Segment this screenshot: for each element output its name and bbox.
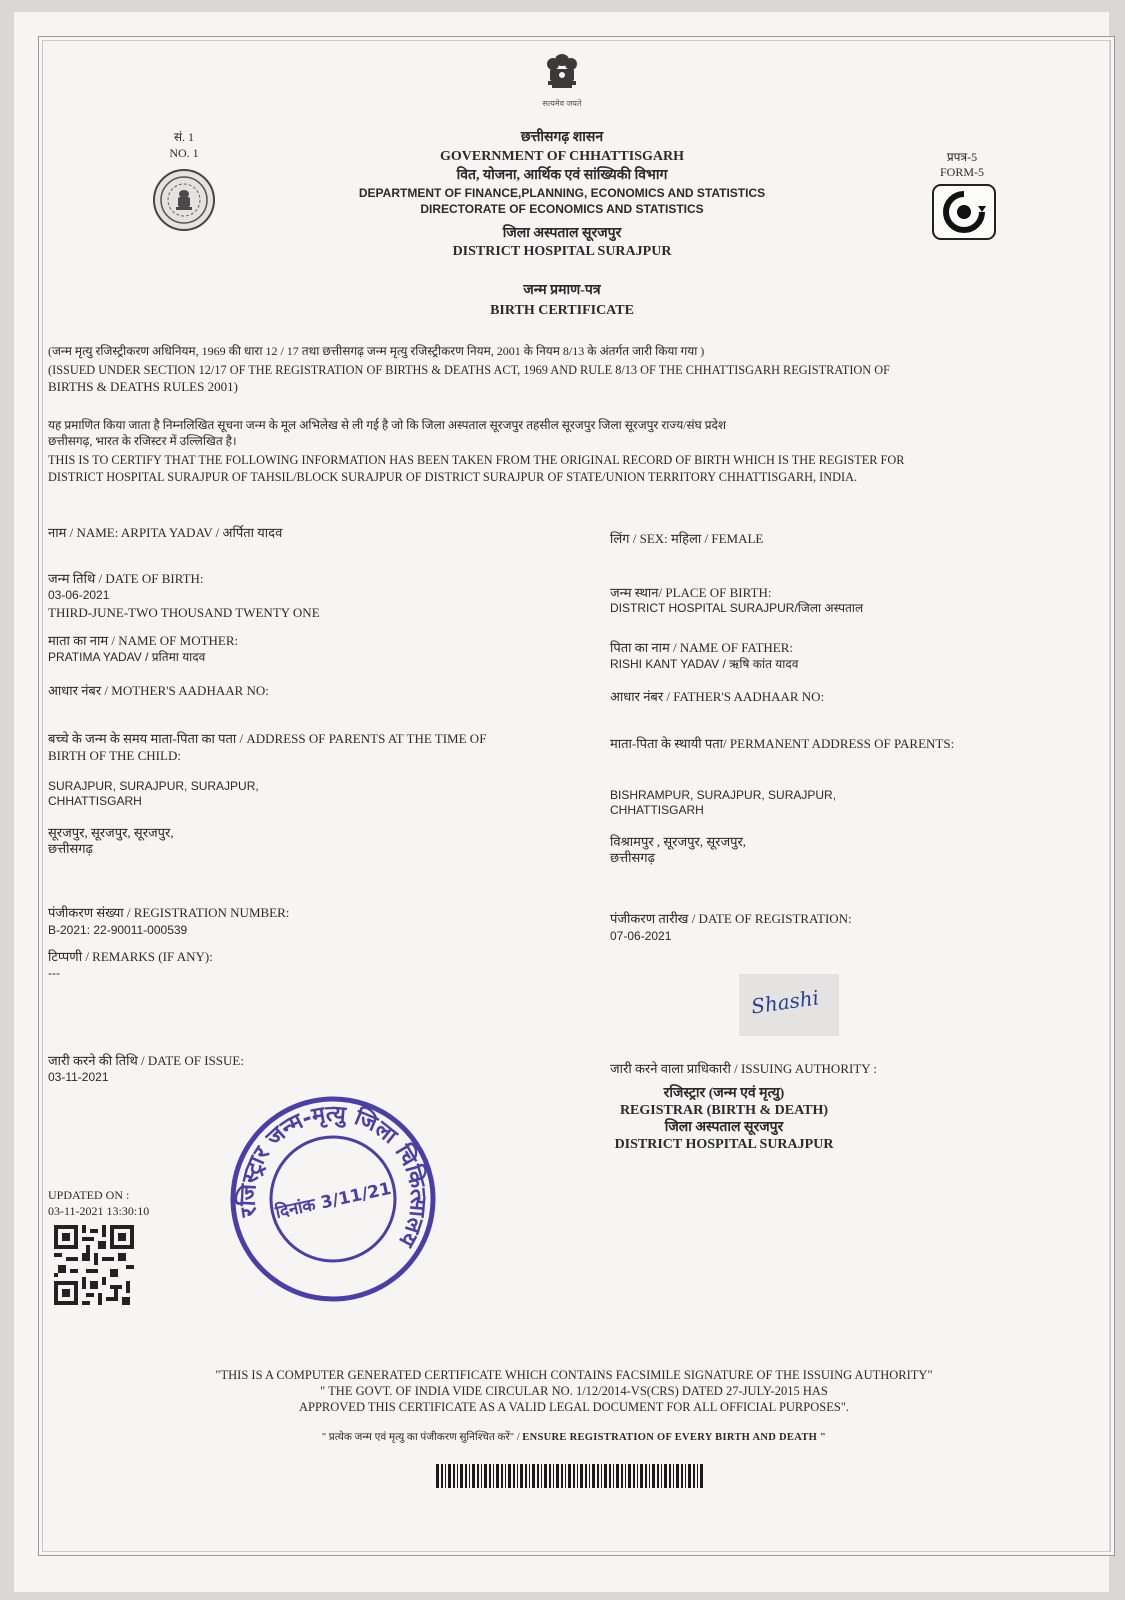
emblem-caption: सत्यमेव जयते: [542, 99, 582, 108]
permanent-address-hi-2: छत्तीसगढ़: [610, 850, 655, 865]
dob-words: THIRD-JUNE-TWO THOUSAND TWENTY ONE: [48, 605, 320, 620]
birth-address-en-2: CHHATTISGARH: [48, 794, 142, 808]
issuing-authority-label: जारी करने वाला प्राधिकारी / ISSUING AUTHORITY :: [610, 1061, 878, 1076]
certificate-title-hindi: जन्म प्रमाण-पत्र: [523, 283, 601, 298]
number-en: NO. 1: [169, 146, 199, 160]
permanent-address-en-2: CHHATTISGARH: [610, 803, 704, 817]
authority-line-4: DISTRICT HOSPITAL SURAJPUR: [614, 1137, 834, 1152]
pob-value: DISTRICT HOSPITAL SURAJPUR/जिला अस्पताल: [610, 601, 864, 615]
father-name-label: पिता का नाम / NAME OF FATHER:: [610, 640, 794, 655]
birth-address-label-1: बच्चे के जन्म के समय माता-पिता का पता / ADDRESS OF PARENTS AT THE TIME OF: [48, 731, 487, 746]
certify-hindi-1: यह प्रमाणित किया जाता है निम्नलिखित सूचना जन्म के मूल अभिलेख से ली गई है जो कि जिला अस्पताल सूरजपुर तहसील सूरजपुर जिला सूरजपुर राज्य/संघ प्रदेश: [48, 418, 727, 432]
updated-label: UPDATED ON :: [48, 1188, 130, 1202]
remarks-value: ---: [48, 966, 60, 980]
qr-code-icon: [54, 1225, 134, 1305]
remarks-label: टिप्पणी / REMARKS (IF ANY):: [48, 949, 213, 964]
mother-name-label: माता का नाम / NAME OF MOTHER:: [48, 633, 239, 648]
footer-line-3: APPROVED THIS CERTIFICATE AS A VALID LEGAL DOCUMENT FOR ALL OFFICIAL PURPOSES".: [298, 1400, 850, 1414]
form-number-en: FORM-5: [939, 165, 984, 179]
child-name: नाम / NAME: ARPITA YADAV / अर्पिता यादव: [48, 525, 283, 540]
certify-en-2: DISTRICT HOSPITAL SURAJPUR OF TAHSIL/BLOCK SURAJPUR OF DISTRICT SURAJPUR OF STATE/UNION TERRITORY CHHATTISGARH, INDIA.: [48, 470, 858, 484]
hospital-en: DISTRICT HOSPITAL SURAJPUR: [452, 244, 672, 259]
dob-label: जन्म तिथि / DATE OF BIRTH:: [48, 571, 204, 586]
father-aadhaar-label: आधार नंबर / FATHER'S AADHAAR NO:: [610, 689, 825, 704]
permanent-address-hi-1: विश्रामपुर , सूरजपुर, सूरजपुर,: [610, 834, 747, 849]
certificate-sheet: [14, 12, 1109, 1592]
stamp-date-text: दिनांक 3/11/21: [273, 1178, 394, 1223]
state-seal-icon: [152, 168, 216, 232]
slogan-en: ENSURE REGISTRATION OF EVERY BIRTH AND DEATH ": [522, 1432, 827, 1443]
crs-logo-icon: [932, 184, 996, 240]
issue-date-label: जारी करने की तिथि / DATE OF ISSUE:: [48, 1053, 244, 1068]
authority-line-2: REGISTRAR (BIRTH & DEATH): [619, 1103, 829, 1118]
certificate-title-en: BIRTH CERTIFICATE: [490, 303, 634, 318]
directorate: DIRECTORATE OF ECONOMICS AND STATISTICS: [420, 202, 704, 216]
updated-value: 03-11-2021 13:30:10: [48, 1204, 150, 1218]
signature-area: [739, 974, 839, 1036]
permanent-address-label: माता-पिता के स्थायी पता/ PERMANENT ADDRESS OF PARENTS:: [610, 736, 955, 751]
issued-under-hindi: (जन्म मृत्यु रजिस्ट्रीकरण अधिनियम, 1969 की धारा 12 / 17 तथा छत्तीसगढ़ जन्म मृत्यु रजिस्ट्रीकरण नियम, 2001 के नियम 8/13 के अंतर्गत जारी किया गया ): [48, 344, 705, 358]
certify-en-1: THIS IS TO CERTIFY THAT THE FOLLOWING INFORMATION HAS BEEN TAKEN FROM THE ORIGINAL RECORD OF BIRTH WHICH IS THE REGISTER FOR: [48, 453, 905, 467]
form-number-hindi: प्रपत्र-5: [946, 150, 978, 164]
registration-number-label: पंजीकरण संख्या / REGISTRATION NUMBER:: [48, 905, 290, 920]
hospital-hindi: जिला अस्पताल सूरजपुर: [502, 226, 622, 241]
government-hindi: छत्तीसगढ़ शासन: [520, 130, 604, 145]
birth-address-hi-1: सूरजपुर, सूरजपुर, सूरजपुर,: [48, 825, 174, 840]
permanent-address-en-1: BISHRAMPUR, SURAJPUR, SURAJPUR,: [610, 788, 837, 802]
certify-hindi-2: छत्तीसगढ़, भारत के रजिस्टर में उल्लिखित है।: [48, 434, 237, 448]
mother-name-value: PRATIMA YADAV / प्रतिमा यादव: [48, 650, 206, 664]
registration-number-value: B-2021: 22-90011-000539: [48, 923, 188, 937]
department-en: DEPARTMENT OF FINANCE,PLANNING, ECONOMICS AND STATISTICS: [358, 186, 766, 200]
pob-label: जन्म स्थान/ PLACE OF BIRTH:: [610, 585, 772, 600]
department-hindi: वित, योजना, आर्थिक एवं सांख्यिकी विभाग: [456, 168, 668, 183]
number-hindi: सं. 1: [173, 130, 195, 144]
footer-line-1: "THIS IS A COMPUTER GENERATED CERTIFICATE WHICH CONTAINS FACSIMILE SIGNATURE OF THE ISSUING AUTHORITY": [215, 1368, 933, 1382]
authority-line-1: रजिस्ट्रार (जन्म एवं मृत्यु): [663, 1086, 785, 1101]
mother-aadhaar-label: आधार नंबर / MOTHER'S AADHAAR NO:: [48, 683, 269, 698]
issue-date-value: 03-11-2021: [48, 1070, 109, 1084]
slogan-hindi: " प्रत्येक जन्म एवं मृत्यु का पंजीकरण सुनिश्चित करें" /: [321, 1432, 520, 1443]
barcode-icon: [436, 1464, 706, 1488]
issued-under-en-1: (ISSUED UNDER SECTION 12/17 OF THE REGISTRATION OF BIRTHS & DEATHS ACT, 1969 AND RULE 8/13 OF THE CHHATTISGARH REGISTRATION OF: [48, 363, 890, 377]
birth-address-hi-2: छत्तीसगढ़: [48, 841, 93, 856]
registration-date-value: 07-06-2021: [610, 929, 672, 943]
authority-line-3: जिला अस्पताल सूरजपुर: [664, 1120, 784, 1135]
sex: लिंग / SEX: महिला / FEMALE: [610, 531, 764, 546]
stamp-ring-text: रजिस्ट्रार जन्म-मृत्यु जिला चिकित्सालय: [235, 1101, 431, 1251]
national-emblem-icon: [542, 50, 582, 100]
issued-under-en-2: BIRTHS & DEATHS RULES 2001): [48, 379, 238, 394]
footer-line-2: " THE GOVT. OF INDIA VIDE CIRCULAR NO. 1/12/2014-VS(CRS) DATED 27-JULY-2015 HAS: [320, 1384, 828, 1398]
government-en: GOVERNMENT OF CHHATTISGARH: [440, 149, 684, 164]
birth-address-en-1: SURAJPUR, SURAJPUR, SURAJPUR,: [48, 779, 259, 793]
dob-value: 03-06-2021: [48, 588, 110, 602]
father-name-value: RISHI KANT YADAV / ऋषि कांत यादव: [610, 657, 799, 671]
slogan: [164, 1431, 984, 1444]
registration-date-label: पंजीकरण तारीख / DATE OF REGISTRATION:: [610, 911, 852, 926]
birth-address-label-2: BIRTH OF THE CHILD:: [48, 748, 181, 763]
signature: Shashi: [749, 985, 821, 1019]
